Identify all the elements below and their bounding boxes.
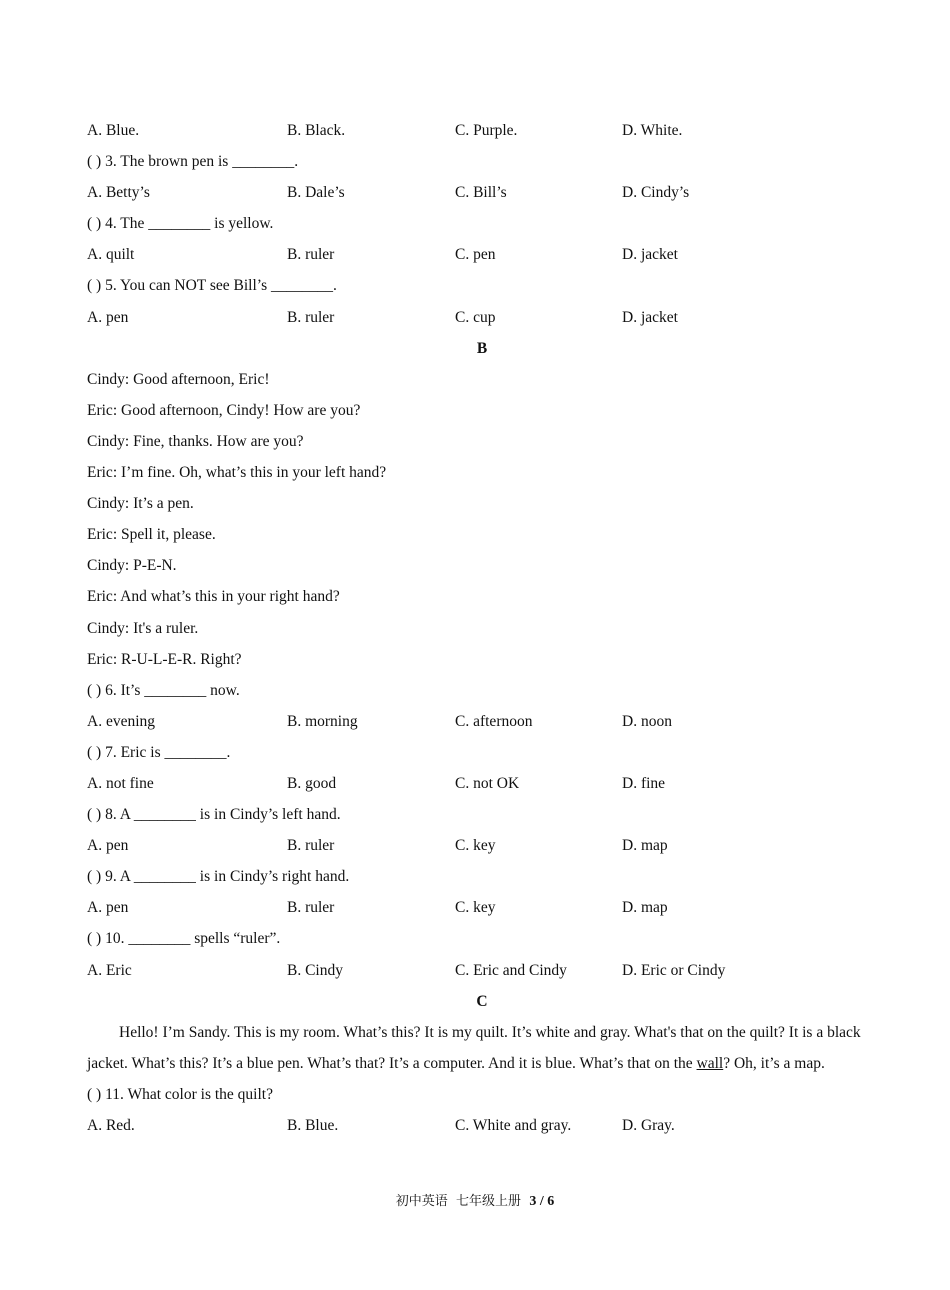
option-c: C. Bill’s <box>455 184 507 202</box>
dialogue-line: Eric: Spell it, please. <box>87 526 216 544</box>
option-c: C. White and gray. <box>455 1117 572 1134</box>
q7-options <box>87 768 877 799</box>
option-b: B. ruler <box>287 899 335 917</box>
option-b: B. Black. <box>287 122 346 139</box>
option-b: B. Cindy <box>287 961 343 979</box>
q4-options <box>87 239 877 270</box>
page-footer <box>0 1190 950 1210</box>
question-4: ( ) 4. The ________ is yellow. <box>87 215 274 233</box>
reading-passage <box>87 1017 877 1079</box>
option-c: C. Purple. <box>455 122 518 139</box>
option-c: C. key <box>455 837 496 855</box>
option-c: C. not OK <box>455 774 520 792</box>
page-number: 3 / 6 <box>529 1194 555 1209</box>
question-8: ( ) 8. A ________ is in Cindy’s left hand. <box>87 806 341 824</box>
option-a: A. not fine <box>87 774 154 792</box>
option-d: D. jacket <box>622 246 678 264</box>
option-c: C. key <box>455 899 496 917</box>
section-c-heading: C <box>476 992 488 1010</box>
option-d: D. fine <box>622 774 666 792</box>
option-a: A. pen <box>87 899 129 917</box>
passage-text-end: ? Oh, it’s a map. <box>723 1054 825 1072</box>
dialogue-line: Eric: Good afternoon, Cindy! How are you? <box>87 401 361 419</box>
q9-options <box>87 892 877 923</box>
option-a: A. Blue. <box>87 122 140 139</box>
passage-underlined-word: wall <box>696 1054 724 1072</box>
option-c: C. afternoon <box>455 712 533 730</box>
dialogue-line: Cindy: It’s a pen. <box>87 495 194 513</box>
option-d: D. White. <box>622 122 683 139</box>
dialogue-line: Eric: I’m fine. Oh, what’s this in your left hand? <box>87 464 387 482</box>
option-d: D. map <box>622 837 668 855</box>
dialogue-line: Eric: R-U-L-E-R. Right? <box>87 650 242 668</box>
passage-text: Hello! I’m Sandy. This is my room. What’s this? It is my quilt. It’s white and gray. What's that on the quilt? It is a black jacket. What’s this? It’s a blue pen. What’s that? It’s a computer. And it is blue. What’s that on the <box>87 1023 861 1072</box>
dialogue-line: Cindy: Fine, thanks. How are you? <box>87 432 304 450</box>
option-c: C. Eric and Cindy <box>455 961 567 979</box>
q11-options <box>87 1110 877 1141</box>
footer-title: 初中英语 七年级上册 <box>395 1194 530 1209</box>
option-d: D. noon <box>622 712 672 730</box>
question-10: ( ) 10. ________ spells “ruler”. <box>87 930 281 948</box>
question-9: ( ) 9. A ________ is in Cindy’s right hand. <box>87 868 350 886</box>
option-a: A. Eric <box>87 961 132 979</box>
dialogue-line: Cindy: Good afternoon, Eric! <box>87 370 270 388</box>
option-c: C. cup <box>455 308 496 326</box>
option-b: B. ruler <box>287 308 335 326</box>
option-b: B. Dale’s <box>287 184 345 202</box>
question-5: ( ) 5. You can NOT see Bill’s ________. <box>87 277 337 295</box>
option-a: A. pen <box>87 837 129 855</box>
option-b: B. ruler <box>287 837 335 855</box>
option-d: D. map <box>622 899 668 917</box>
option-d: D. Eric or Cindy <box>622 961 726 979</box>
question-7: ( ) 7. Eric is ________. <box>87 743 231 761</box>
question-11: ( ) 11. What color is the quilt? <box>87 1085 273 1103</box>
question-6: ( ) 6. It’s ________ now. <box>87 681 240 699</box>
dialogue-line: Eric: And what’s this in your right hand? <box>87 588 340 606</box>
option-d: D. Gray. <box>622 1117 675 1134</box>
q2-options <box>87 115 877 146</box>
option-d: D. Cindy’s <box>622 184 690 202</box>
worksheet-page <box>87 115 877 1141</box>
section-b-heading: B <box>476 339 488 357</box>
option-a: A. quilt <box>87 246 135 264</box>
option-a: A. Red. <box>87 1117 135 1134</box>
q10-options <box>87 955 877 986</box>
q8-options <box>87 830 877 861</box>
q3-options <box>87 177 877 208</box>
option-b: B. Blue. <box>287 1117 339 1134</box>
dialogue-line: Cindy: P-E-N. <box>87 557 177 575</box>
q5-options <box>87 302 877 333</box>
option-a: A. evening <box>87 712 156 730</box>
option-d: D. jacket <box>622 308 678 326</box>
option-b: B. good <box>287 774 337 792</box>
question-3: ( ) 3. The brown pen is ________. <box>87 153 299 171</box>
q6-options <box>87 706 877 737</box>
option-c: C. pen <box>455 246 496 264</box>
option-b: B. ruler <box>287 246 335 264</box>
option-b: B. morning <box>287 712 358 730</box>
option-a: A. Betty’s <box>87 184 150 202</box>
option-a: A. pen <box>87 308 129 326</box>
dialogue-line: Cindy: It's a ruler. <box>87 619 199 637</box>
